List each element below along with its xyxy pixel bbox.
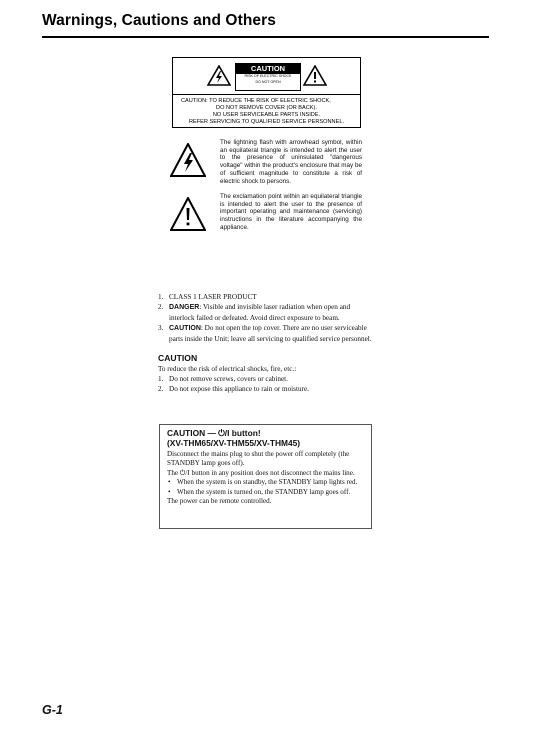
laser-warning-list <box>158 292 373 344</box>
exclamation-triangle-icon <box>170 197 206 231</box>
paragraph: The ⏻/I button in any position does not disconnect the mains line. <box>167 468 355 477</box>
caution-label-line: NO USER SERVICEABLE PARTS INSIDE. <box>212 112 321 118</box>
title-divider <box>42 36 489 38</box>
caution-label-line: DO NOT REMOVE COVER (OR BACK). <box>216 105 317 111</box>
bullet-item: • When the system is turned on, the STANDBY lamp goes off. <box>167 488 367 497</box>
list-item-text: CLASS 1 LASER PRODUCT <box>169 293 257 301</box>
list-number: 3. <box>158 324 164 332</box>
caution-label-inline: CAUTION <box>169 325 201 332</box>
caution-heading: CAUTION <box>158 353 198 363</box>
list-item-text: : Do not open the top cover. There are no user serviceable parts inside the Unit; leave all servicing to qualified service personnel. <box>169 324 372 343</box>
list-item <box>158 292 373 302</box>
danger-label: DANGER <box>169 304 200 311</box>
lightning-warning-icon <box>207 65 231 86</box>
power-button-caution-title-line: CAUTION — ⏻/I button! <box>167 428 261 438</box>
caution-label-text <box>173 98 360 126</box>
list-item-text: : Visible and invisible laser radiation when open and interlock failed or defeated. Avoid direct exposure to beam. <box>169 303 351 322</box>
list-number: 1. <box>158 293 164 301</box>
caution-label-open-text: DO NOT OPEN <box>255 79 281 84</box>
lightning-explanation: The lightning flash with arrowhead symbol, within an equilateral triangle is intended to alert the user to the presence of uninsulated "dangerous voltage" within the product's enclosure that may be of sufficient magnitude to constitute a risk of electric shock to persons. <box>220 139 362 185</box>
caution-label-title: CAUTION <box>236 64 300 74</box>
caution-list <box>158 374 373 394</box>
caution-label-center <box>235 63 301 91</box>
caution-label-header <box>173 58 360 94</box>
list-item-text: Do not remove screws, covers or cabinet. <box>169 375 288 383</box>
caution-intro: To reduce the risk of electrical shocks, fire, etc.: <box>158 365 297 373</box>
list-item <box>158 374 373 384</box>
caution-label <box>172 57 361 128</box>
list-item <box>158 384 373 394</box>
bullet-item: • When the system is on standby, the STANDBY lamp lights red. <box>167 478 367 487</box>
list-item <box>158 302 373 323</box>
list-item-text: Do not expose this appliance to rain or moisture. <box>169 385 309 393</box>
power-button-caution-box <box>159 424 372 529</box>
caution-label-line: REFER SERVICING TO QUALIFIED SERVICE PERSONNEL. <box>188 119 344 125</box>
lightning-triangle-icon <box>170 143 206 177</box>
paragraph: The power can be remote controlled. <box>167 497 272 506</box>
list-number: 1. <box>158 375 164 383</box>
power-button-caution-title <box>167 429 367 449</box>
model-list: (XV-THM65/XV-THM55/XV-THM45) <box>167 437 301 448</box>
page-number: G-1 <box>42 703 63 717</box>
exclamation-explanation: The exclamation point within an equilateral triangle is intended to alert the user to the presence of important operating and maintenance (servicing) instructions in the literature accompanying the appliance. <box>220 193 362 231</box>
paragraph: Disconnect the mains plug to shut the power off completely (the STANDBY lamp goes off). <box>167 450 350 468</box>
list-number: 2. <box>158 303 164 311</box>
caution-label-line: CAUTION: TO REDUCE THE RISK OF ELECTRIC SHOCK, <box>181 98 331 104</box>
list-number: 2. <box>158 385 164 393</box>
caution-label-shock-text: RISK OF ELECTRIC SHOCK <box>244 74 292 78</box>
page-title: Warnings, Cautions and Others <box>42 12 276 29</box>
power-button-caution-body <box>167 450 367 506</box>
list-item <box>158 323 373 344</box>
caution-label-divider <box>173 94 360 95</box>
exclamation-warning-icon <box>303 65 327 86</box>
